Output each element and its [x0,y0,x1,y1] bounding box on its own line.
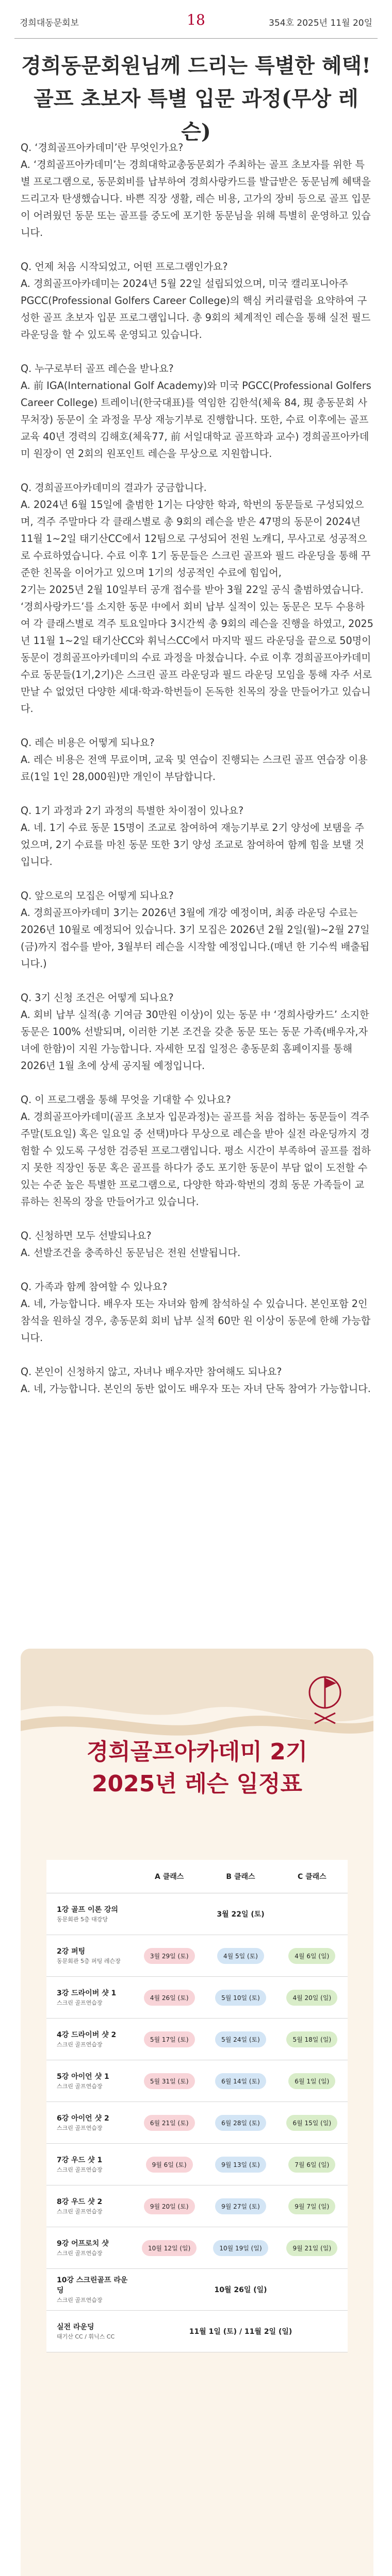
schedule-date-pill: 4월 20일 (일) [286,1990,337,2006]
schedule-lesson-cell [46,2311,134,2352]
schedule-date: 3월 22일 (토) [217,1910,265,1919]
question-text: Q. 1기 과정과 2기 과정의 특별한 차이점이 있나요? [21,805,244,817]
schedule-date-pill: 3월 29일 (토) [144,1948,195,1964]
qa-item [21,1278,373,1346]
qa-item [21,802,373,870]
qa-item [21,479,373,717]
answer-text: A. ‘경희골프아카데미’는 경희대학교총동문회가 주최하는 골프 초보자를 위한 특별 프로그램으로, 동문회비를 납부하여 경희사랑카드를 발급받은 동문님께 혜택을 드리고자 탄생했습니다. 바쁜 직장 생활, 레슨 비용, 고가의 장비 등으로 골프 입문이 어려웠던 동문 또는 골프를 중도에 포기한 동문님을 위해 특별히 운영하고 있습니다. [21,159,371,239]
answer-text: A. 경희골프아카데미(골프 초보자 입문과정)는 골프를 처음 접하는 동문들이 격주 주말(토요일) 혹은 일요일 중 선택)마다 무상으로 레슨을 받아 실전 라운딩까지 경험할 수 있도록 구성한 검증된 프로그램입니다. 평소 시간이 부족하여 골프를 접하지 못한 직장인 동문 혹은 골프를 하다가 중도 포기한 동문이 부담 없이 도전할 수 있는 수준 높은 특별한 프로그램으로, 다양한 학과·학번의 경희 동문 가족들이 교류하는 친목의 장을 만들어가고 있습니다. [21,1111,371,1208]
qa-item [21,1091,373,1210]
schedule-date-pill: 5월 18일 (일) [286,2031,337,2047]
schedule-poster [21,1649,373,2576]
schedule-b-class-cell [205,2185,276,2227]
schedule-a-class-cell [134,2019,205,2060]
schedule-date: 11월 1일 (토) / 11월 2일 (일) [189,2328,292,2336]
schedule-c-class-cell [276,2102,348,2144]
schedule-lesson-cell [46,1893,134,1935]
schedule-a-class-cell [134,2227,205,2269]
schedule-date-pill: 4월 6일 (일) [288,1948,335,1964]
schedule-date-pill: 9월 27일 (토) [215,2198,266,2214]
lesson-location: 동문회관 5층 퍼팅 레슨장 [57,1957,121,1964]
schedule-date-pill: 5월 10일 (토) [215,1990,266,2006]
schedule-row [46,2144,348,2185]
answer-text: A. 네, 가능합니다. 배우자 또는 자녀와 함께 참석하실 수 있습니다. 본인포함 2인 참석을 원하실 경우, 총동문회 회비 납부 실적 60만 원 이상이 동문에 한해 가능합니다. [21,1298,371,1344]
schedule-b-class-cell [205,1935,276,1977]
schedule-table-wrap [46,1860,348,2352]
lesson-location: 스크린 골프연습장 [57,2041,103,2048]
question-text: Q. 3기 신청 조건은 어떻게 되나요? [21,992,174,1004]
schedule-b-class-cell [205,2019,276,2060]
schedule-c-class-cell [276,2019,348,2060]
lesson-location: 스크린 골프연습장 [57,2208,103,2215]
lesson-location: 스크린 골프연습장 [57,2249,103,2257]
schedule-date-pill: 6월 1일 (일) [288,2073,335,2089]
question-text: Q. 누구로부터 골프 레슨을 받나요? [21,363,174,375]
answer-text: A. 前 IGA(International Golf Academy)와 미국 PGCC(Professional Golfers Career College) 트레이너(한국대표)를 역임한 김한석(체육 84, 現 총동문회 사무처장) 동문이 全 과정을 무상 재능기부로 진행합니다. 또한, 수료 이후에는 골프 교육 40년 경력의 김해호(체육77, 前 서일대학교 골프학과 교수) 경희골프아카데미 원장이 연 2회의 원포인트 레슨을 무상으로 지원합니다. [21,380,371,460]
lesson-location: 태기산 CC / 휘닉스 CC [57,2333,115,2340]
lesson-title: 10강 스크린골프 라운딩 [57,2276,128,2295]
schedule-row [46,2227,348,2269]
qa-item [21,1363,373,1397]
schedule-date-pill: 6월 14일 (토) [215,2073,266,2089]
schedule-row [46,2311,348,2352]
lesson-location: 스크린 골프연습장 [57,2082,103,2090]
answer-text: A. 네. 1기 수료 동문 15명이 조교로 참여하여 재능기부로 2기 양성에 보탬을 주었으며, 2기 수료를 마친 동문 또한 3기 양성 조교로 참여하여 함께 힘을 보탤 것입니다. [21,822,364,868]
schedule-lesson-cell [46,1935,134,1977]
answer-text: A. 회비 납부 실적(총 기여금 30만원 이상)이 있는 동문 中 ‘경희사랑카드’ 소지한 동문은 100% 선발되며, 이러한 기본 조건을 갖춘 동문 또는 동문 가족(배우자,자녀에 한함)이 지원 가능합니다. 자세한 모집 일정은 총동문회 홈페이지를 통해 2026년 1월 초에 상세 공지될 예정입니다. [21,1009,369,1072]
qa-item [21,1227,373,1261]
lesson-title: 2강 퍼팅 [57,1947,86,1956]
schedule-header-row [46,1860,348,1893]
schedule-body [46,1893,348,2352]
schedule-row [46,2019,348,2060]
qa-item [21,360,373,462]
question-text: Q. 신청하면 모두 선발되나요? [21,1230,152,1242]
question-text: Q. 레슨 비용은 어떻게 되나요? [21,737,155,749]
answer-text: A. 레슨 비용은 전액 무료이며, 교육 및 연습이 진행되는 스크린 골프 연습장 이용료(1일 1인 28,000원)만 개인이 부담합니다. [21,754,368,783]
schedule-lesson-cell [46,2227,134,2269]
article-title-line1: 경희동문회원님께 드리는 특별한 혜택! [21,54,371,78]
schedule-lesson-cell [46,2060,134,2102]
answer-text: A. 선발조건을 충족하신 동문님은 전원 선발됩니다. [21,1247,241,1259]
schedule-c-class-cell [276,1977,348,2019]
schedule-date-pill: 5월 31일 (토) [144,2073,195,2089]
page-header [0,0,392,36]
poster-title-line1: 경희골프아카데미 2기 [86,1739,308,1765]
qa-item [21,989,373,1074]
lesson-title: 1강 골프 이론 강의 [57,1905,119,1914]
schedule-date-pill: 6월 21일 (토) [144,2115,195,2131]
question-text: Q. 언제 처음 시작되었고, 어떤 프로그램인가요? [21,261,228,273]
lesson-location: 스크린 골프연습장 [57,2166,103,2173]
schedule-all-classes-cell [134,2269,348,2311]
schedule-row [46,2269,348,2311]
answer-text: A. 2024년 6월 15일에 출범한 1기는 다양한 학과, 학번의 동문들로 구성되었으며, 격주 주말마다 각 클래스별로 총 9회의 레슨을 받은 47명의 동문이 2024년 11월 1~2일 태기산CC에서 12팀으로 구성되어 전원 노캐디, 무사고로 성공적으로 수료하였습니다. 수료 이후 1기 동문들은 스크린 골프와 필드 라운딩을 통해 꾸준한 친목을 이어가고 있으며 1기의 성공적인 수료에 힘입어, 2기는 2025년 2월 10일부터 공개 접수를 받아 3월 22일 공식 출범하였습니다. ‘경희사랑카드’를 소지한 동문 中에서 회비 납부 실적이 있는 동문은 모두 수용하여 각 클래스별로 격주 토요일마다 3시간씩 총 9회의 레슨을 진행을 하였고, 2025년 11월 1~2일 태기산CC와 휘닉스CC에서 마지막 필드 라운딩을 끝으로 50명이 동문이 경희골프아카데미의 수료 과정을 마쳤습니다. 수료 이후 경희골프아카데미 수료 동문들(1기,2기)은 스크린 골프 라운딩과 필드 라운딩 모임을 통해 자주 서로 만날 수 없었던 다양한 세대·학과·학번들이 돈독한 친목의 장을 만들어가고 있습니다. [21,499,373,715]
schedule-c-class-cell [276,1935,348,1977]
lesson-location: 동문회관 5층 대강당 [57,1916,108,1923]
schedule-b-class-cell [205,2144,276,2185]
schedule-a-class-cell [134,1977,205,2019]
schedule-lesson-cell [46,2102,134,2144]
schedule-date-pill: 6월 15일 (일) [286,2115,337,2131]
header-divider [14,38,378,39]
schedule-a-class-cell [134,2060,205,2102]
article-title [21,49,371,148]
qa-item [21,139,373,241]
schedule-table [46,1860,348,2352]
lesson-title: 9강 어프로치 샷 [57,2239,109,2248]
schedule-lesson-cell [46,1977,134,2019]
poster-title-line2: 2025년 레슨 일정표 [91,1771,303,1797]
schedule-date-pill: 10월 19일 (일) [213,2240,268,2256]
header-c-class: C 클래스 [276,1860,348,1893]
schedule-all-classes-cell [134,1893,348,1935]
question-text: Q. 이 프로그램을 통해 무엇을 기대할 수 있나요? [21,1094,231,1106]
schedule-date-pill: 9월 20일 (토) [144,2198,195,2214]
header-a-class: A 클래스 [134,1860,205,1893]
schedule-date-pill: 9월 21일 (일) [286,2240,337,2256]
schedule-date-pill: 7월 6일 (일) [288,2157,335,2173]
lesson-title: 4강 드라이버 샷 2 [57,2030,117,2039]
schedule-date-pill: 10월 12일 (일) [142,2240,197,2256]
schedule-b-class-cell [205,2102,276,2144]
qa-item [21,734,373,785]
page-number: 18 [187,11,205,28]
schedule-c-class-cell [276,2185,348,2227]
publication-name: 경희대동문회보 [20,18,79,28]
lesson-location: 스크린 골프연습장 [57,1999,103,2006]
schedule-row [46,2185,348,2227]
schedule-date-pill: 5월 24일 (토) [215,2031,266,2047]
schedule-date-pill: 9월 6일 (토) [146,2157,193,2173]
schedule-row [46,1893,348,1935]
schedule-date-pill: 6월 28일 (토) [215,2115,266,2131]
schedule-date-pill: 4월 5일 (토) [217,1948,264,1964]
lesson-location: 스크린 골프연습장 [57,2124,103,2131]
schedule-c-class-cell [276,2060,348,2102]
schedule-date: 10월 26일 (일) [214,2286,267,2294]
schedule-a-class-cell [134,2144,205,2185]
schedule-row [46,2102,348,2144]
schedule-b-class-cell [205,2060,276,2102]
question-text: Q. 앞으로의 모집은 어떻게 되나요? [21,890,174,902]
schedule-date-pill: 4월 26일 (토) [144,1990,195,2006]
lesson-title: 7강 우드 샷 1 [57,2156,103,2164]
qa-item [21,258,373,343]
schedule-c-class-cell [276,2144,348,2185]
question-text: Q. 경희골프아카데미의 결과가 궁금합니다. [21,482,207,494]
question-text: Q. 가족과 함께 참여할 수 있나요? [21,1281,168,1293]
schedule-lesson-cell [46,2144,134,2185]
answer-text: A. 네, 가능합니다. 본인의 동반 없이도 배우자 또는 자녀 단독 참여가 가능합니다. [21,1383,371,1395]
lesson-title: 3강 드라이버 샷 1 [57,1989,117,1997]
lesson-title: 5강 아이언 샷 1 [57,2072,109,2081]
golf-emblem-icon [304,1672,346,1728]
schedule-row [46,2060,348,2102]
article-title-line2: 골프 초보자 특별 입문 과정(무상 레슨) [34,87,358,144]
question-text: Q. 본인이 신청하지 않고, 자녀나 배우자만 참여해도 되나요? [21,1366,282,1378]
lesson-title: 8강 우드 샷 2 [57,2197,103,2206]
schedule-b-class-cell [205,2227,276,2269]
header-b-class: B 클래스 [205,1860,276,1893]
schedule-date-pill: 9월 7일 (일) [288,2198,335,2214]
header-empty [46,1860,134,1893]
schedule-a-class-cell [134,1935,205,1977]
schedule-b-class-cell [205,1977,276,2019]
question-text: Q. ‘경희골프아카데미’란 무엇인가요? [21,142,184,154]
schedule-a-class-cell [134,2185,205,2227]
schedule-c-class-cell [276,2227,348,2269]
lesson-title: 6강 아이언 샷 2 [57,2114,109,2123]
schedule-lesson-cell [46,2019,134,2060]
schedule-row [46,1977,348,2019]
answer-text: A. 경희골프아카데미는 2024년 5월 22일 설립되었으며, 미국 캘리포니아주 PGCC(Professional Golfers Career College)의 핵심 커리큘럼을 요약하여 구성한 골프 초보자 입문 프로그램입니다. 총 9회의 체계적인 레슨을 통해 실전 필드 라운딩을 할 수 있도록 운영되고 있습니다. [21,278,371,341]
poster-title [21,1736,373,1800]
schedule-date-pill: 5월 17일 (토) [144,2031,195,2047]
schedule-all-classes-cell [134,2311,348,2352]
lesson-location: 스크린 골프연습장 [57,2296,103,2303]
schedule-row [46,1935,348,1977]
issue-date: 354호 2025년 11월 20일 [269,18,372,28]
schedule-a-class-cell [134,2102,205,2144]
lesson-title: 실전 라운딩 [57,2323,94,2331]
schedule-lesson-cell [46,2269,134,2311]
answer-text: A. 경희골프아카데미 3기는 2026년 3월에 개강 예정이며, 최종 라운딩 수료는 2026년 10월로 예정되어 있습니다. 3기 모집은 2026년 2월 2일(월)~2월 27일(금)까지 접수를 받아, 3월부터 레슨을 시작할 예정입니다.(매년 한 기수씩 배출됩니다.) [21,907,370,970]
schedule-date-pill: 9월 13일 (토) [215,2157,266,2173]
qa-item [21,887,373,972]
qa-list [21,139,373,1414]
schedule-lesson-cell [46,2185,134,2227]
